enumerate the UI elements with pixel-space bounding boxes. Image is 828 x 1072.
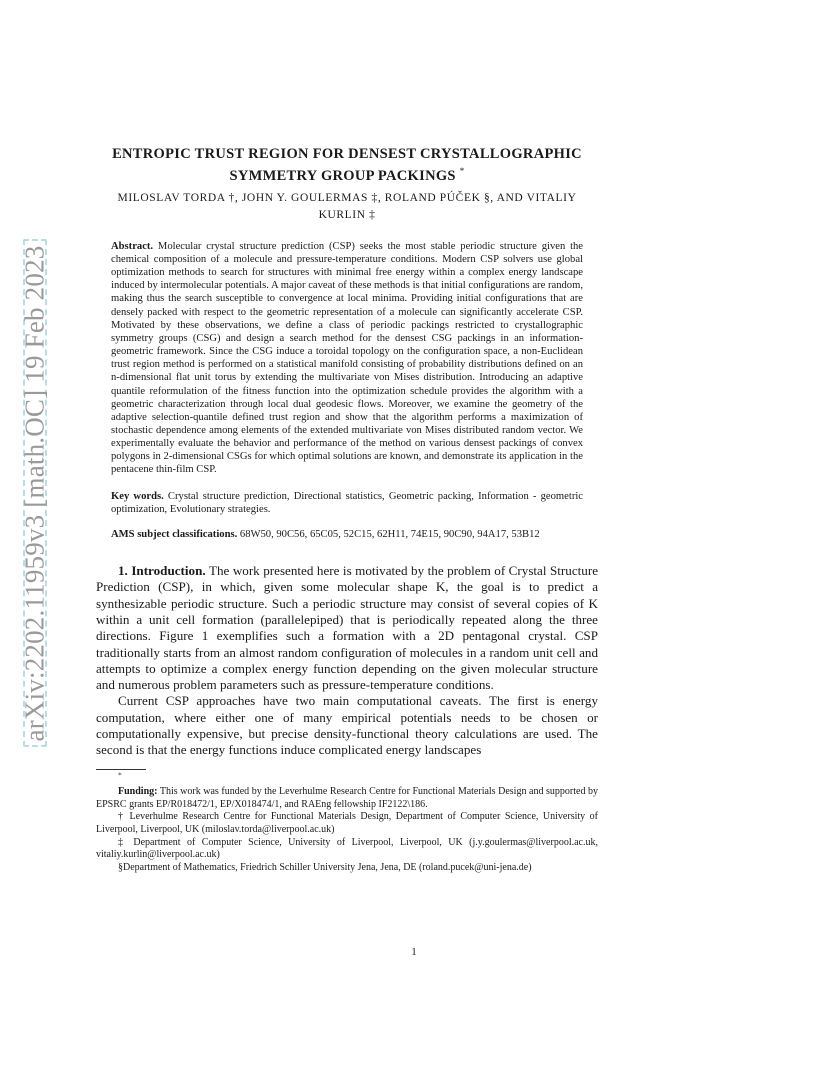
footnotes (96, 770, 598, 875)
section-heading: 1. Introduction. (118, 563, 206, 579)
ams-classifications (96, 528, 598, 541)
authors-line-2: KURLIN ‡ (318, 208, 376, 221)
keywords-label: Key words. (111, 490, 164, 502)
keywords-text: Crystal structure prediction, Directional statistics, Geometric packing, Information - geometric optimization, Evolutionary strategies. (111, 490, 583, 515)
paper-content (96, 146, 598, 874)
footnote-star (96, 770, 598, 787)
footnote-double-dagger: ‡ Department of Computer Science, University of Liverpool, Liverpool, UK (j.y.goulermas@liverpool.ac.uk, vitaliy.kurlin@liverpool.ac.uk) (96, 836, 598, 861)
title-line-1: ENTROPIC TRUST REGION FOR DENSEST CRYSTALLOGRAPHIC (112, 146, 582, 162)
footnote-funding (96, 786, 598, 811)
intro-paragraph-2: Current CSP approaches have two main computational caveats. The first is energy computation, where either one of many empirical potentials needs to be chosen or computationally expensive, but precise density-functional theory calculations are used. The second is that the energy functions induce complicated energy landscapes (96, 693, 598, 758)
title-line-2: SYMMETRY GROUP PACKINGS (229, 167, 456, 184)
title-line-2-wrap (96, 163, 598, 185)
funding-text: This work was funded by the Leverhulme Research Centre for Functional Materials Design and supported by EPSRC grants EP/R018472/1, EP/X018474/1, and RAEng fellowship IF2122\186. (96, 786, 598, 810)
arxiv-watermark (19, 236, 50, 750)
title-footnote-mark: * (459, 166, 465, 176)
page-number: 1 (411, 946, 417, 958)
intro-paragraph-1-text: The work presented here is motivated by the problem of Crystal Structure Prediction (CSP), in which, given some molecular shape K, the goal is to predict a synthesizable periodic structure. Such a periodic structure may consist of several copies of K within a unit cell formation (parallelepiped) that is periodically repeated along the three directions. Figure 1 exemplifies such a formation with a 2D pentagonal crystal. CSP traditionally starts from an almost random configuration of molecules in a random unit cell and attempts to optimize a complex energy function depending on the given molecular structure and numerous problem parameters such as pressure-temperature conditions. (96, 563, 598, 693)
paper-title (96, 146, 598, 185)
footnote-star-mark: * (118, 770, 122, 780)
introduction-section (96, 563, 598, 759)
abstract (96, 240, 598, 477)
abstract-text: Molecular crystal structure prediction (CSP) seeks the most stable periodic structure given the chemical composition of a molecule and pressure-temperature conditions. Modern CSP solvers use global optimization methods to search for structures with minimal free energy within a complex energy landscape induced by intermolecular potentials. A major caveat of these methods is that initial configurations are random, making thus the search susceptible to convergence at local minima. Providing initial configurations that are densely packed with respect to the geometric representation of a molecule can significantly accelerate CSP. Motivated by these observations, we define a class of periodic packings restricted to crystallographic symmetry groups (CSG) and design a search method for the densest CSG packings in an information-geometric framework. Since the CSG induce a toroidal topology on the configuration space, a non-Euclidean trust region method is performed on a statistical manifold consisting of probability distributions defined on an n-dimensional flat unit torus by extending the multivariate von Mises distribution. Introducing an adaptive quantile reformulation of the fitness function into the optimization schedule provides the algorithm with a geometric characterization through local dual geodesic flows. Moreover, we examine the geometry of the adaptive selection-quantile defined trust region and show that the algorithm performs a maximization of stochastic dependence among elements of the extended multivariate von Mises distributed random vector. We experimentally evaluate the behavior and performance of the method on various densest packings of convex polygons in 2-dimensional CSGs for which optimal solutions are known, and demonstrate its application in the pentacene thin-film CSP. (111, 240, 584, 476)
footnote-dagger: † Leverhulme Research Centre for Functional Materials Design, Department of Computer Science, University of Liverpool, Liverpool, UK (miloslav.torda@liverpool.ac.uk) (96, 811, 598, 836)
author-list (96, 190, 598, 224)
footnote-section: §Department of Mathematics, Friedrich Schiller University Jena, Jena, DE (roland.pucek@uni-jena.de) (118, 861, 532, 873)
arxiv-watermark-box (19, 239, 50, 747)
intro-paragraph-1 (96, 563, 598, 693)
arxiv-watermark-text: arXiv:2202.11959v3 [math.OC] 19 Feb 2023 (19, 245, 50, 741)
ams-label: AMS subject classifications. (111, 528, 238, 540)
authors-line-1: MILOSLAV TORDA †, JOHN Y. GOULERMAS ‡, ROLAND PÚČEK §, AND VITALIY (117, 191, 577, 204)
abstract-label: Abstract. (111, 240, 154, 252)
ams-text: 68W50, 90C56, 65C05, 52C15, 62H11, 74E15, 90C90, 94A17, 53B12 (239, 528, 540, 540)
funding-label: Funding: (118, 786, 158, 798)
keywords (96, 490, 598, 516)
